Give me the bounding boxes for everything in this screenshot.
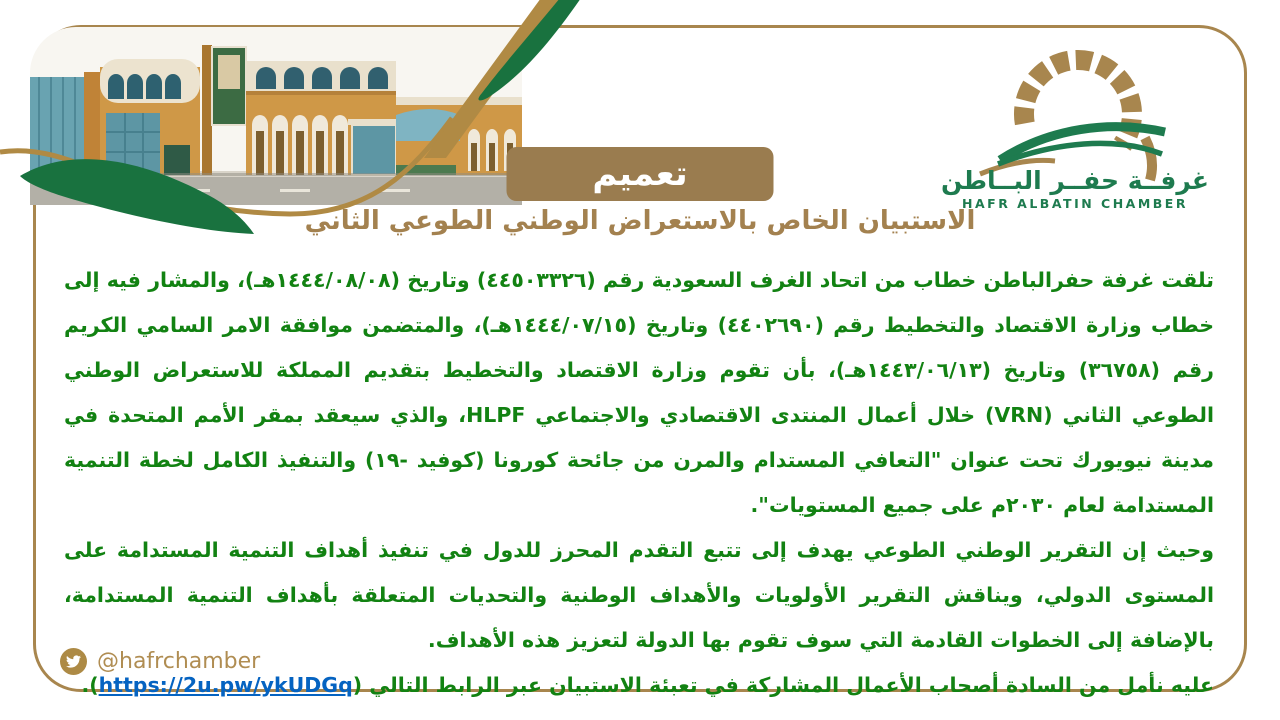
- closing-text-after: ).: [81, 673, 99, 697]
- closing-text-before: عليه نأمل من السادة أصحاب الأعمال المشاركة في تعبئة الاستبيان عبر الرابط التالي (: [352, 673, 1214, 697]
- banner-title: تعميم: [592, 154, 688, 194]
- twitter-icon: [60, 648, 87, 675]
- chamber-logo: [940, 42, 1210, 214]
- logo-arabic-name: غرفــة حفــر البــاطن: [941, 166, 1209, 195]
- circular-banner: [507, 147, 774, 201]
- survey-link[interactable]: https://2u.pw/ykUDGq: [98, 673, 353, 697]
- paragraph-2: وحيث إن التقرير الوطني الطوعي يهدف إلى تتبع التقدم المحرز للدول في تنفيذ أهداف التنمية المستدامة على المستوى الدولي، ويناقش التقرير الأولويات والأهداف الوطنية والتحديات المتعلقة بأهداف التنمية المستدامة، بالإضافة إلى الخطوات القادمة التي سوف تقوم بها الدولة لتعزيز هذه الأهداف.: [64, 538, 1214, 652]
- building-illustration: [30, 27, 522, 205]
- logo-english-name: HAFR ALBATIN CHAMBER: [962, 196, 1188, 211]
- paragraph-1: تلقت غرفة حفرالباطن خطاب من اتحاد الغرف السعودية رقم (٤٤٥٠٣٣٢٦) وتاريخ (١٤٤٤/٠٨/٠٨هـ)، والمشار فيه إلى خطاب وزارة الاقتصاد والتخطيط رقم (٤٤٠٢٦٩٠) وتاريخ (١٤٤٤/٠٧/١٥هـ)، والمتضمن موافقة الامر السامي الكريم رقم (٣٦٧٥٨) وتاريخ (١٤٤٣/٠٦/١٣هـ)، بأن تقوم وزارة الاقتصاد والتخطيط بتقديم المملكة للاستعراض الوطني الطوعي الثاني (VRN) خلال أعمال المنتدى الاقتصادي والاجتماعي HLPF، والذي سيعقد بمقر الأمم المتحدة في مدينة نيويورك تحت عنوان "التعافي المستدام والمرن من جائحة كورونا (كوفيد -١٩) والتنفيذ الكامل لخطة التنمية المستدامة لعام ٢٠٣٠م على جميع المستويات".: [64, 268, 1215, 517]
- circular-subtitle: الاستبيان الخاص بالاستعراض الوطني الطوعي الثاني: [304, 206, 976, 236]
- twitter-handle-row[interactable]: [60, 648, 260, 675]
- building-photo: [30, 27, 522, 205]
- twitter-handle: @hafrchamber: [97, 649, 261, 674]
- body-text: [64, 258, 1214, 708]
